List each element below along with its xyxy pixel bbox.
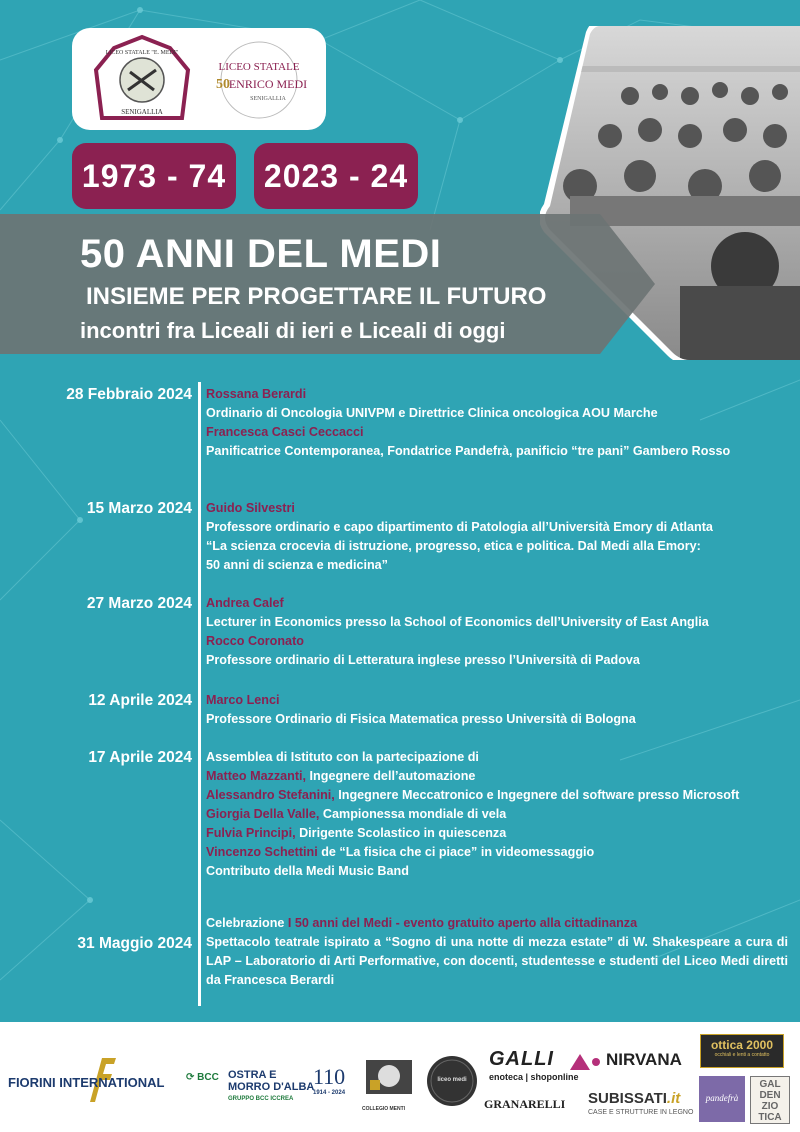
sponsors-footer bbox=[0, 1022, 800, 1132]
event-date: 31 Maggio 2024 bbox=[77, 935, 192, 952]
event-date: 27 Marzo 2024 bbox=[86, 595, 192, 612]
speaker-name: Guido Silvestri bbox=[206, 501, 295, 515]
speaker-name: Francesca Casci Ceccacci bbox=[206, 425, 364, 439]
svg-text:ENRICO MEDI: ENRICO MEDI bbox=[228, 77, 308, 91]
circle-sponsor-label: liceo medi bbox=[437, 1077, 467, 1083]
pandefra-label: pandefrà bbox=[705, 1093, 739, 1103]
nirvana-icon bbox=[568, 1052, 602, 1072]
bcc-logo bbox=[186, 1072, 219, 1083]
anniversary-110-years: 1914 - 2024 bbox=[313, 1090, 346, 1096]
participant-line bbox=[206, 843, 788, 862]
event-details bbox=[206, 914, 788, 990]
speaker-role: Professore ordinario di Letteratura inglese presso l’Università di Padova bbox=[206, 653, 640, 667]
ostra-group: GRUPPO BCC ICCREA bbox=[228, 1096, 294, 1102]
year-badge-end: 2023 - 24 bbox=[254, 143, 418, 209]
galdenziotica-part: DEN bbox=[759, 1090, 781, 1101]
galli-subtitle: enoteca | shoponline bbox=[489, 1072, 579, 1082]
music-band-line: Contributo della Medi Music Band bbox=[206, 864, 409, 878]
bcc-icon: ⟳ bbox=[186, 1072, 198, 1083]
speaker-name: Giorgia Della Valle, bbox=[206, 807, 320, 821]
year-badge-start: 1973 - 74 bbox=[72, 143, 236, 209]
timeline-divider bbox=[198, 382, 201, 1006]
event-date: 15 Marzo 2024 bbox=[86, 500, 192, 517]
celebration-highlight: I 50 anni del Medi - evento gratuito aperto alla cittadinanza bbox=[287, 916, 638, 930]
tagline: incontri fra Liceali di ieri e Liceali di oggi bbox=[80, 318, 506, 343]
participant-line bbox=[206, 805, 788, 824]
fifty-years-logo bbox=[202, 38, 317, 122]
main-title: 50 ANNI DEL MEDI bbox=[80, 232, 442, 276]
speaker-role: Professore Ordinario di Fisica Matematica presso Università di Bologna bbox=[206, 712, 636, 726]
theatre-description: Spettacolo teatrale ispirato a “Sogno di una notte di mezza estate” di W. Shakespeare a cura di LAP – Laboratorio di Arti Performative, con docenti, studentesse e studenti del Liceo Medi diretti da Francesca Berardi bbox=[206, 935, 788, 987]
event-details bbox=[206, 385, 788, 461]
galdenziotica-part: GAL bbox=[759, 1079, 781, 1090]
participant-line bbox=[206, 767, 788, 786]
subissati-tld: .it bbox=[666, 1090, 681, 1107]
svg-text:SENIGALLIA: SENIGALLIA bbox=[121, 108, 163, 116]
nirvana-logo: NIRVANA bbox=[606, 1050, 682, 1069]
svg-text:50: 50 bbox=[216, 77, 230, 92]
celebration-label: Celebrazione bbox=[206, 916, 288, 930]
participant-line bbox=[206, 786, 788, 805]
event-date: 28 Febbraio 2024 bbox=[66, 386, 192, 403]
ottica-subtitle: occhiali e lenti a contatto bbox=[714, 1052, 770, 1058]
speaker-name: Andrea Calef bbox=[206, 596, 284, 610]
event-date: 12 Aprile 2024 bbox=[88, 692, 192, 709]
granarelli-logo: GRANARELLI bbox=[484, 1097, 566, 1111]
speaker-role: Lecturer in Economics presso la School of Economics dell’University of East Anglia bbox=[206, 615, 709, 629]
event-details bbox=[206, 748, 788, 881]
subissati-logo bbox=[588, 1090, 680, 1107]
speaker-role: Ingegnere Meccatronico e Ingegnere del software presso Microsoft bbox=[334, 788, 740, 802]
talk-title: “La scienza crocevia di istruzione, progresso, etica e politica. Dal Medi alla Emory: bbox=[206, 539, 701, 553]
pandefra-logo bbox=[699, 1076, 745, 1122]
svg-text:SENIGALLIA: SENIGALLIA bbox=[250, 96, 286, 102]
speaker-name: Fulvia Principi, bbox=[206, 826, 296, 840]
logos-panel bbox=[72, 28, 326, 130]
subissati-subtitle: CASE E STRUTTURE IN LEGNO bbox=[588, 1109, 694, 1116]
speaker-name: Alessandro Stefanini, bbox=[206, 788, 335, 802]
galdenziotica-text bbox=[751, 1079, 789, 1123]
celebration-line bbox=[206, 914, 788, 933]
speaker-role: Dirigente Scolastico in quiescenza bbox=[295, 826, 507, 840]
event-details bbox=[206, 691, 788, 729]
galdenziotica-part: ZIO bbox=[761, 1101, 779, 1112]
speaker-role: Campionessa mondiale di vela bbox=[319, 807, 507, 821]
collegio-menti-label: COLLEGIO MENTI bbox=[362, 1106, 406, 1112]
subtitle: INSIEME PER PROGETTARE IL FUTURO bbox=[86, 283, 547, 310]
participant-line bbox=[206, 824, 788, 843]
speaker-name: Rossana Berardi bbox=[206, 387, 307, 401]
assembly-intro: Assemblea di Istituto con la partecipazione di bbox=[206, 750, 479, 764]
fiorini-international-logo: FIORINI INTERNATIONAL bbox=[8, 1075, 165, 1090]
svg-text:LICEO STATALE "E. MEDI": LICEO STATALE "E. MEDI" bbox=[105, 50, 179, 56]
svg-text:LICEO STATALE: LICEO STATALE bbox=[218, 61, 300, 73]
subissati-name: SUBISSATI bbox=[588, 1090, 667, 1107]
ostra-line1: OSTRA E bbox=[228, 1069, 277, 1081]
speaker-role: Professore ordinario e capo dipartimento di Patologia all’Università Emory di Atlanta bbox=[206, 520, 713, 534]
event-date: 17 Aprile 2024 bbox=[88, 749, 192, 766]
speaker-role: Ingegnere dell’automazione bbox=[306, 769, 476, 783]
speaker-role: de “La fisica che ci piace” in videomessaggio bbox=[317, 845, 595, 859]
galdenziotica-logo bbox=[750, 1076, 790, 1124]
event-details bbox=[206, 499, 788, 575]
ostra-line2: MORRO D'ALBA bbox=[228, 1081, 315, 1093]
speaker-name: Vincenzo Schettini bbox=[206, 845, 318, 859]
talk-title: 50 anni di scienza e medicina” bbox=[206, 558, 388, 572]
anniversary-110-logo: 110 bbox=[313, 1064, 346, 1089]
ottica-2000-logo bbox=[700, 1034, 784, 1068]
speaker-name: Rocco Coronato bbox=[206, 634, 304, 648]
speaker-role: Ordinario di Oncologia UNIVPM e Direttrice Clinica oncologica AOU Marche bbox=[206, 406, 658, 420]
ottica-label: ottica 2000 bbox=[710, 1038, 774, 1052]
collegio-menti-logo bbox=[362, 1060, 416, 1106]
liceo-seal-logo bbox=[92, 34, 192, 126]
speaker-role: Panificatrice Contemporanea, Fondatrice Pandefrà, panificio “tre pani” Gambero Rosso bbox=[206, 444, 731, 458]
bcc-label: BCC bbox=[197, 1072, 219, 1083]
event-details bbox=[206, 594, 788, 670]
galdenziotica-part: TICA bbox=[758, 1112, 782, 1123]
galli-logo: GALLI bbox=[489, 1048, 554, 1070]
speaker-name: Marco Lenci bbox=[206, 693, 280, 707]
bcc-ostra-logo bbox=[228, 1069, 314, 1105]
speaker-name: Matteo Mazzanti, bbox=[206, 769, 307, 783]
